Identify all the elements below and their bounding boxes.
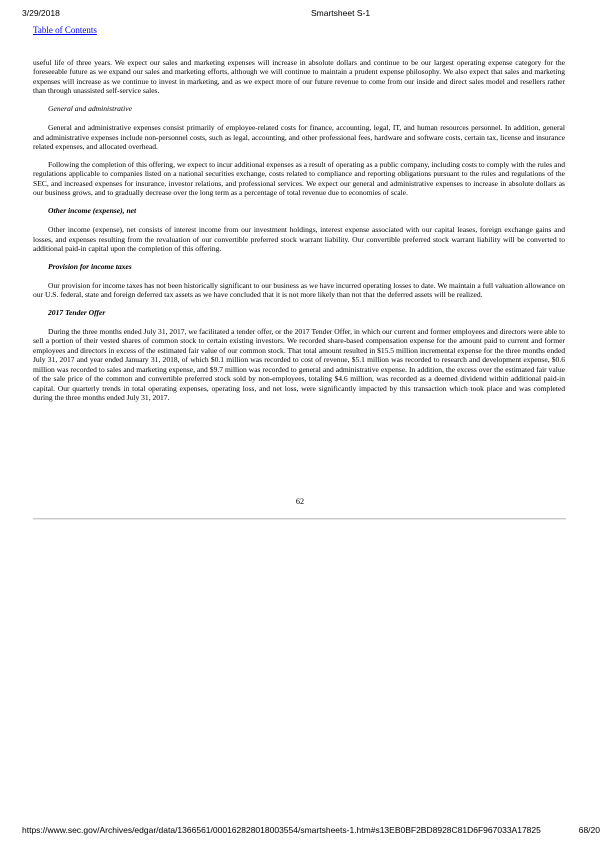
paragraph-income-taxes: Our provision for income taxes has not been historically significant to our business as we have incurred operating losses to date. We maintain a full valuation allowance on our U.S. federal, state and foreign deferred tax assets as we have concluded that it is not more likely than not that the deferred assets will be realized. bbox=[33, 280, 565, 300]
paragraph-ga-public-company: Following the completion of this offering, we expect to incur additional expenses as a result of operating as a public company, including costs to comply with the rules and regulations applicable to companies listed on a national securities exchange, costs related to compliance and reporting obligations pursuant to the rules and regulations of the SEC, and increased expenses for insurance, investor relations, and professional services. We expect our general and administrative expenses to increase in absolute dollars as our business grows, and to gradually decrease over the long term as a percentage of total revenue due to economies of scale. bbox=[33, 159, 565, 198]
heading-income-taxes: Provision for income taxes bbox=[48, 261, 132, 271]
paragraph-tender-offer: During the three months ended July 31, 2017, we facilitated a tender offer, or the 2017 Tender Offer, in which our current and former employees and directors were able to sell a portion of their vested shares of common stock to certain existing investors. We recorded share-based compensation expense for the amount paid to current and former employees and directors in excess of the estimated fair value of our common stock. That total amount resulted in $15.5 million incremental expense for the three months ended July 31, 2017 and year ended January 31, 2018, of which $0.1 million was recorded to cost of revenue, $5.1 million was recorded to research and development expense, $0.6 million was recorded to sales and marketing expense, and $9.7 million was recorded to general and administrative expense. In addition, the excess over the estimated fair value of the sale price of the common and convertible preferred stock sold by non-employees, totaling $4.6 million, was recorded as a deemed dividend within additional paid-in capital. Our quarterly trends in total operating expenses, operating loss, and net loss, were significantly impacted by this transaction which took place and was completed during the three months ended July 31, 2017. bbox=[33, 327, 565, 403]
paragraph-other-income: Other income (expense), net consists of interest income from our investment holdings, interest expense associated with our capital leases, foreign exchange gains and losses, and expenses resulting from the revaluation of our convertible preferred stock warrant liability. Our convertible preferred stock warrant liability will be converted to additional paid-in capital upon the completion of this offering. bbox=[33, 225, 565, 253]
page-divider bbox=[33, 518, 566, 520]
heading-other-income: Other income (expense), net bbox=[48, 206, 137, 216]
print-page-count: 68/20 bbox=[578, 825, 600, 835]
page-number: 62 bbox=[295, 497, 305, 506]
table-of-contents-link[interactable]: Table of Contents bbox=[33, 25, 97, 35]
paragraph-ga-costs: General and administrative expenses consist primarily of employee-related costs for finance, accounting, legal, IT, and human resources personnel. In addition, general and administrative expenses include non-personnel costs, such as legal, accounting, and other professional fees, hardware and software costs, certain tax, license and insurance related expenses, and allocated overhead. bbox=[33, 123, 565, 152]
document-body bbox=[33, 58, 565, 411]
source-url: https://www.sec.gov/Archives/edgar/data/1366561/000162828018003554/smartsheets-1.htm#s13EB0BF2BD8928C81D6F967033A17825 bbox=[22, 825, 541, 835]
heading-tender-offer: 2017 Tender Offer bbox=[48, 308, 106, 318]
document-title: Smartsheet S-1 bbox=[311, 8, 371, 18]
print-date: 3/29/2018 bbox=[22, 8, 60, 18]
heading-general-administrative: General and administrative bbox=[48, 104, 132, 114]
paragraph-sales-marketing-continued: useful life of three years. We expect our sales and marketing expenses will increase in absolute dollars and continue to be our largest operating expense category for the foreseeable future as we expand our sales and marketing efforts, although we will continue to maintain a prudent expense philosophy. We also expect that sales and marketing expenses will increase as we continue to invest in marketing, and as we expect more of our future revenue to come from our inside and direct sales model and resellers rather than through unassisted self-service sales. bbox=[33, 58, 565, 96]
